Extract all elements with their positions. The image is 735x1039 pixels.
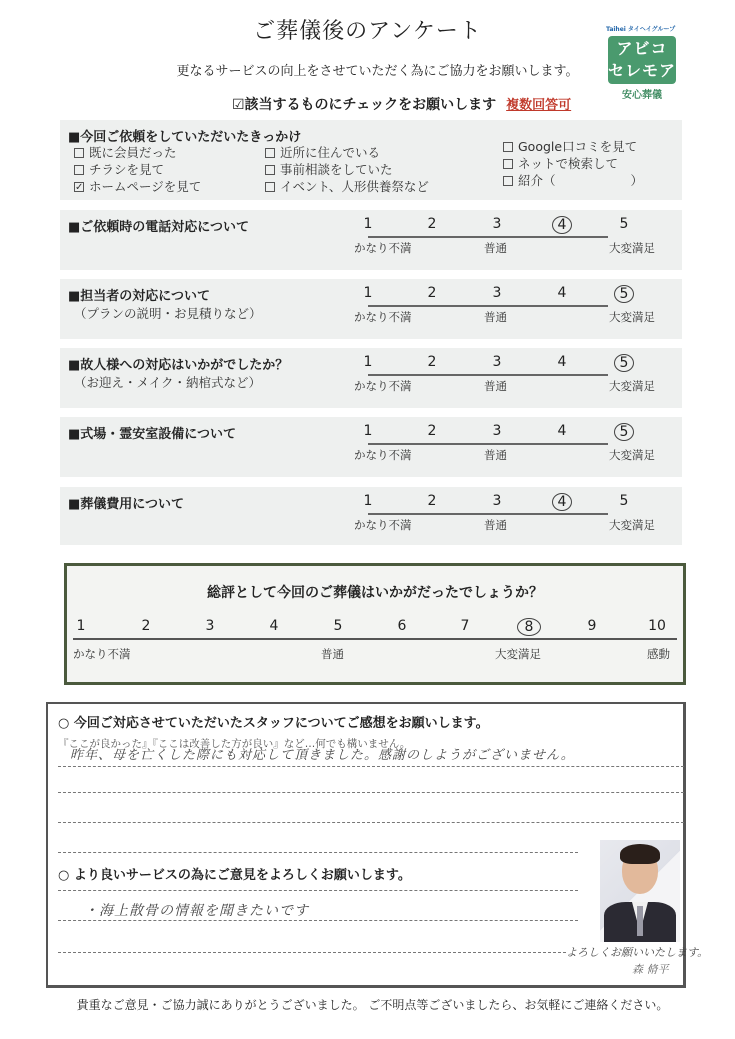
checkbox[interactable]	[265, 182, 275, 192]
brand-line1: アビコ	[616, 39, 668, 58]
label-low: かなり不満	[354, 310, 412, 324]
service-feedback-answer[interactable]: ・海上散骨の情報を聞きたいです	[84, 903, 309, 919]
scale-line	[368, 374, 608, 376]
question-label: ■葬儀費用について	[68, 497, 185, 512]
rating-2[interactable]: 2	[427, 354, 437, 370]
option-event[interactable]	[265, 178, 429, 195]
answer-line	[58, 890, 578, 891]
rating-1[interactable]: 1	[363, 493, 373, 509]
answer-line	[58, 766, 684, 767]
brand-tagline: 安心葬儀	[622, 90, 662, 101]
question-label: ■故人様への対応はいかがでしたか？	[68, 358, 289, 373]
brand-line2: セレモア	[608, 61, 677, 80]
label-mid: 普通	[484, 310, 507, 324]
answer-line	[58, 852, 578, 853]
rating-card-facilities	[60, 417, 682, 477]
staff-feedback-hint: 『ここが良かった』『ここは改善した方が良い』など…何でも構いません。	[58, 738, 411, 750]
photo-tie	[637, 906, 643, 936]
option-label: イベント、人形供養祭など	[280, 179, 429, 194]
option-consultation[interactable]	[265, 161, 429, 178]
rating-4[interactable]: 4	[557, 285, 567, 301]
label-low: かなり不満	[354, 518, 412, 532]
rating-5-selected[interactable]: 5	[614, 285, 634, 303]
rating-scale	[354, 285, 655, 329]
overall-5[interactable]: 5	[333, 618, 343, 634]
overall-question: 総評として今回のご葬儀はいかがだったでしょうか？	[207, 585, 543, 601]
option-label: 既に会員だった	[89, 145, 177, 160]
option-homepage[interactable]	[74, 178, 201, 195]
label-low: かなり不満	[73, 647, 131, 661]
check-instruction-text: ☑該当するものにチェックをお願いします	[232, 97, 497, 113]
rating-4[interactable]: 4	[557, 423, 567, 439]
label-high: 大変満足	[495, 647, 541, 661]
service-feedback-heading: ○ より良いサービスの為にご意見をよろしくお願いします。	[58, 868, 411, 883]
rating-3[interactable]: 3	[492, 423, 502, 439]
scale-line	[368, 305, 608, 307]
label-mid: 普通	[484, 518, 507, 532]
answer-line	[58, 920, 578, 921]
footer-thanks: 貴重なご意見・ご協力誠にありがとうございました。 ご不明点等ございましたら、お気軽にご連絡ください。	[76, 998, 669, 1012]
overall-8-selected[interactable]: 8	[517, 618, 541, 636]
question-label: ■今回ご依頼をしていただいたきっかけ	[68, 130, 302, 145]
rating-1[interactable]: 1	[363, 285, 373, 301]
option-label: 紹介（ ）	[518, 173, 644, 188]
option-flyer[interactable]	[74, 161, 201, 178]
option-label: チラシを見て	[89, 162, 165, 177]
overall-3[interactable]: 3	[205, 618, 215, 634]
option-label: ネットで検索して	[518, 156, 619, 171]
checkbox[interactable]	[74, 165, 84, 175]
rating-2[interactable]: 2	[427, 285, 437, 301]
rating-5[interactable]: 5	[619, 493, 629, 509]
answer-line	[58, 792, 684, 793]
options-col-3	[503, 138, 643, 189]
label-high: 大変満足	[609, 241, 655, 255]
rating-3[interactable]: 3	[492, 285, 502, 301]
checkbox[interactable]	[503, 142, 513, 152]
question-label: ■ご依頼時の電話対応について	[68, 220, 250, 235]
rating-4[interactable]: 4	[557, 354, 567, 370]
rating-3[interactable]: 3	[492, 354, 502, 370]
options-col-2	[265, 144, 429, 195]
rating-4-selected[interactable]: 4	[552, 493, 572, 511]
checkbox[interactable]	[74, 148, 84, 158]
label-low: かなり不満	[354, 241, 412, 255]
overall-2[interactable]: 2	[141, 618, 151, 634]
question-note: （お迎え・メイク・納棺式など）	[74, 375, 262, 390]
rating-3[interactable]: 3	[492, 493, 502, 509]
label-high: 大変満足	[609, 379, 655, 393]
option-label: 事前相談をしていた	[280, 162, 393, 177]
rating-scale	[354, 493, 655, 537]
rating-2[interactable]: 2	[427, 423, 437, 439]
option-label: Google口コミを見て	[518, 139, 638, 154]
option-label: ホームページを見て	[89, 179, 202, 194]
answer-line	[58, 952, 566, 953]
option-label: 近所に住んでいる	[280, 145, 381, 160]
label-high: 大変満足	[609, 310, 655, 324]
scale-line	[368, 443, 608, 445]
rating-card-phone	[60, 210, 682, 270]
scale-line	[368, 236, 608, 238]
photo-hair	[620, 844, 660, 864]
label-high: 大変満足	[609, 518, 655, 532]
checkbox-checked[interactable]	[74, 182, 84, 192]
rating-card-staff	[60, 279, 682, 339]
rating-5-selected[interactable]: 5	[614, 354, 634, 372]
staff-signature: 森 脩平	[632, 963, 669, 976]
rating-1[interactable]: 1	[363, 216, 373, 232]
group-logo-icon: Taihei タイヘイグループ	[606, 26, 676, 33]
label-low: かなり不満	[354, 448, 412, 462]
label-high: 大変満足	[609, 448, 655, 462]
option-web-search[interactable]	[503, 155, 643, 172]
comments-box	[46, 702, 709, 988]
label-low: かなり不満	[354, 379, 412, 393]
survey-subtitle: 更なるサービスの向上をさせていただく為にご協力をお願いします。	[176, 64, 579, 79]
staff-feedback-heading: ○ 今回ご対応させていただいたスタッフについてご感想をお願いします。	[58, 716, 489, 731]
question-note: （プランの説明・お見積りなど）	[74, 306, 262, 321]
trigger-question-card	[60, 120, 682, 200]
survey-title: ご葬儀後のアンケート	[253, 19, 482, 44]
label-mid: 普通	[321, 647, 344, 661]
staff-message: よろしくお願いいたします。	[566, 946, 709, 959]
rating-1[interactable]: 1	[363, 423, 373, 439]
overall-10[interactable]: 10	[648, 618, 666, 634]
label-mid: 普通	[484, 379, 507, 393]
overall-6[interactable]: 6	[397, 618, 407, 634]
rating-2[interactable]: 2	[427, 216, 437, 232]
rating-4-selected[interactable]: 4	[552, 216, 572, 234]
checkbox[interactable]	[503, 176, 513, 186]
scale-line	[73, 638, 677, 640]
checkbox[interactable]	[265, 148, 275, 158]
checkbox[interactable]	[503, 159, 513, 169]
overall-4[interactable]: 4	[269, 618, 279, 634]
option-member[interactable]	[74, 144, 201, 161]
staff-photo	[600, 840, 680, 942]
rating-1[interactable]: 1	[363, 354, 373, 370]
overall-7[interactable]: 7	[460, 618, 470, 634]
scale-line	[368, 513, 608, 515]
rating-scale	[354, 216, 655, 260]
brand-badge	[608, 36, 676, 84]
answer-line	[58, 822, 684, 823]
question-label: ■式場・霊安室設備について	[68, 427, 237, 442]
rating-5-selected[interactable]: 5	[614, 423, 634, 441]
overall-rating-box	[64, 563, 686, 685]
label-mid: 普通	[484, 448, 507, 462]
staff-feedback-answer[interactable]: 昨年、母を亡くした際にも対応して頂きました。感謝のしようがございません。	[70, 748, 575, 763]
options-col-1	[74, 144, 201, 195]
rating-scale	[354, 354, 655, 398]
rating-2[interactable]: 2	[427, 493, 437, 509]
label-mid: 普通	[484, 241, 507, 255]
multiple-answers-note: 複数回答可	[506, 98, 572, 113]
company-logo	[606, 24, 686, 101]
question-label: ■担当者の対応について	[68, 289, 211, 304]
overall-9[interactable]: 9	[587, 618, 597, 634]
rating-5[interactable]: 5	[619, 216, 629, 232]
checkbox[interactable]	[265, 165, 275, 175]
rating-scale	[354, 423, 655, 467]
option-neighbor[interactable]	[265, 144, 429, 161]
label-top: 感動	[647, 647, 670, 661]
overall-1[interactable]: 1	[76, 618, 86, 634]
rating-card-cost	[60, 487, 682, 545]
rating-card-deceased-care	[60, 348, 682, 408]
rating-3[interactable]: 3	[492, 216, 502, 232]
option-google[interactable]	[503, 138, 643, 155]
check-instruction	[232, 94, 571, 114]
option-referral[interactable]	[503, 172, 643, 189]
